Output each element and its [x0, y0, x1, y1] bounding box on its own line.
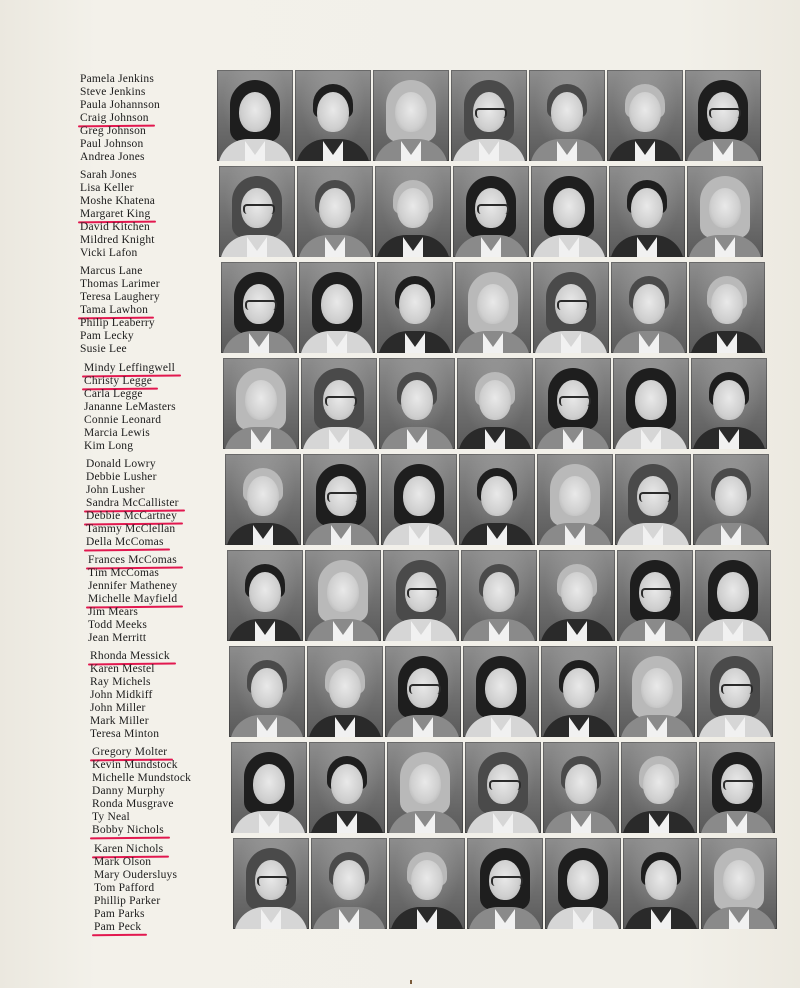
- student-portrait-photo: [383, 550, 459, 641]
- student-portrait-photo: [695, 550, 771, 641]
- student-name: Ray Michels: [90, 676, 151, 688]
- student-name: Jim Mears: [88, 606, 139, 618]
- student-name: Bobby Nichols: [92, 824, 164, 837]
- student-name: Tim McComas: [88, 567, 160, 579]
- student-name: Mildred Knight: [80, 234, 155, 246]
- student-name: Connie Leonard: [84, 414, 162, 426]
- student-portrait-photo: [689, 262, 765, 353]
- student-name: Margaret King: [80, 208, 150, 221]
- student-name: Mary Oudersluys: [94, 869, 178, 881]
- student-name: Greg Johnson: [80, 125, 146, 137]
- student-portrait-photo: [541, 646, 617, 737]
- student-name: John Lusher: [86, 484, 145, 496]
- student-name: Karen Mestel: [90, 663, 155, 675]
- student-name: Marcus Lane: [80, 265, 143, 277]
- student-name: Pam Lecky: [80, 330, 134, 342]
- student-portrait-photo: [217, 70, 293, 161]
- student-portrait-photo: [529, 70, 605, 161]
- student-portrait-photo: [535, 358, 611, 449]
- student-name: Moshe Khatena: [80, 195, 156, 207]
- student-name: Danny Murphy: [92, 785, 165, 797]
- student-name: Michelle Mundstock: [92, 772, 192, 784]
- student-portrait-photo: [691, 358, 767, 449]
- student-portrait-photo: [233, 838, 309, 929]
- student-name: Jennifer Matheney: [88, 580, 178, 592]
- student-portrait-photo: [685, 70, 761, 161]
- student-portrait-photo: [227, 550, 303, 641]
- student-name: Pam Parks: [94, 908, 145, 920]
- student-name: Carla Legge: [84, 388, 143, 400]
- student-portrait-photo: [545, 838, 621, 929]
- student-portrait-photo: [461, 550, 537, 641]
- student-portrait-photo: [607, 70, 683, 161]
- student-portrait-photo: [537, 454, 613, 545]
- student-name: Ronda Musgrave: [92, 798, 174, 810]
- student-name: Lisa Keller: [80, 182, 134, 194]
- student-portrait-photo: [303, 454, 379, 545]
- student-name: Frances McComas: [88, 554, 177, 567]
- student-name: Rhonda Messick: [90, 650, 170, 663]
- student-portrait-photo: [539, 550, 615, 641]
- student-name: Debbie Lusher: [86, 471, 157, 483]
- student-portrait-photo: [621, 742, 697, 833]
- student-portrait-photo: [619, 646, 695, 737]
- student-portrait-photo: [231, 742, 307, 833]
- student-name: Donald Lowry: [86, 458, 156, 470]
- student-name: Sarah Jones: [80, 169, 137, 181]
- student-portrait-photo: [467, 838, 543, 929]
- student-portrait-photo: [697, 646, 773, 737]
- student-portrait-photo: [219, 166, 295, 257]
- student-name: Debbie McCartney: [86, 510, 177, 523]
- student-portrait-photo: [451, 70, 527, 161]
- student-name: Mark Miller: [90, 715, 149, 727]
- student-name: Tammy McClellan: [86, 523, 176, 535]
- student-portrait-photo: [389, 838, 465, 929]
- student-name: Teresa Laughery: [80, 291, 160, 303]
- student-name: Della McComas: [86, 536, 164, 549]
- student-portrait-photo: [223, 358, 299, 449]
- student-portrait-photo: [387, 742, 463, 833]
- student-portrait-photo: [295, 70, 371, 161]
- student-name: Pam Peck: [94, 921, 141, 934]
- student-name: Craig Johnson: [80, 112, 149, 125]
- student-portrait-photo: [229, 646, 305, 737]
- student-name: Vicki Lafon: [80, 247, 138, 259]
- student-portrait-photo: [385, 646, 461, 737]
- student-name: Pamela Jenkins: [80, 73, 155, 85]
- student-portrait-photo: [299, 262, 375, 353]
- student-name: Kevin Mundstock: [92, 759, 178, 771]
- student-name: Mindy Leffingwell: [84, 362, 175, 375]
- student-name: Karen Nichols: [94, 843, 163, 856]
- student-name: Christy Legge: [84, 375, 152, 388]
- student-portrait-photo: [225, 454, 301, 545]
- student-name: Kim Long: [84, 440, 134, 452]
- student-portrait-photo: [379, 358, 455, 449]
- student-name: Teresa Minton: [90, 728, 160, 740]
- student-name: Paul Johnson: [80, 138, 144, 150]
- student-portrait-photo: [375, 166, 451, 257]
- student-name: Tom Pafford: [94, 882, 155, 894]
- student-name: Susie Lee: [80, 343, 127, 355]
- student-portrait-photo: [301, 358, 377, 449]
- student-name: Gregory Molter: [92, 746, 167, 759]
- student-portrait-photo: [623, 838, 699, 929]
- student-name: Marcia Lewis: [84, 427, 150, 439]
- student-name: Andrea Jones: [80, 151, 145, 163]
- student-name: Phillip Parker: [94, 895, 161, 907]
- student-portrait-photo: [533, 262, 609, 353]
- student-portrait-photo: [613, 358, 689, 449]
- student-portrait-photo: [377, 262, 453, 353]
- student-portrait-photo: [617, 550, 693, 641]
- student-portrait-photo: [693, 454, 769, 545]
- student-portrait-photo: [465, 742, 541, 833]
- student-portrait-photo: [701, 838, 777, 929]
- student-portrait-photo: [307, 646, 383, 737]
- student-name: Mark Olson: [94, 856, 152, 868]
- student-name: Jananne LeMasters: [84, 401, 176, 413]
- student-portrait-photo: [381, 454, 457, 545]
- student-portrait-photo: [457, 358, 533, 449]
- student-name: Thomas Larimer: [80, 278, 160, 290]
- student-portrait-photo: [609, 166, 685, 257]
- student-portrait-photo: [221, 262, 297, 353]
- student-portrait-photo: [459, 454, 535, 545]
- student-portrait-photo: [699, 742, 775, 833]
- student-name: Jean Merritt: [88, 632, 147, 644]
- student-portrait-photo: [297, 166, 373, 257]
- student-name: David Kitchen: [80, 221, 150, 233]
- student-name: Todd Meeks: [88, 619, 148, 631]
- student-name: Philip Leaberry: [80, 317, 155, 329]
- student-portrait-photo: [309, 742, 385, 833]
- student-portrait-photo: [531, 166, 607, 257]
- student-name: John Midkiff: [90, 689, 153, 701]
- student-portrait-photo: [311, 838, 387, 929]
- student-portrait-photo: [543, 742, 619, 833]
- student-portrait-photo: [687, 166, 763, 257]
- student-name: Paula Johannson: [80, 99, 160, 111]
- student-portrait-photo: [305, 550, 381, 641]
- student-name: Steve Jenkins: [80, 86, 146, 98]
- student-portrait-photo: [615, 454, 691, 545]
- student-portrait-photo: [611, 262, 687, 353]
- page-mark: [410, 980, 412, 984]
- student-portrait-photo: [453, 166, 529, 257]
- student-portrait-photo: [463, 646, 539, 737]
- student-name: Ty Neal: [92, 811, 130, 823]
- student-name: Sandra McCallister: [86, 497, 179, 510]
- student-name: Tama Lawhon: [80, 304, 148, 317]
- student-portrait-photo: [455, 262, 531, 353]
- student-name: John Miller: [90, 702, 146, 714]
- student-portrait-photo: [373, 70, 449, 161]
- student-name: Michelle Mayfield: [88, 593, 177, 606]
